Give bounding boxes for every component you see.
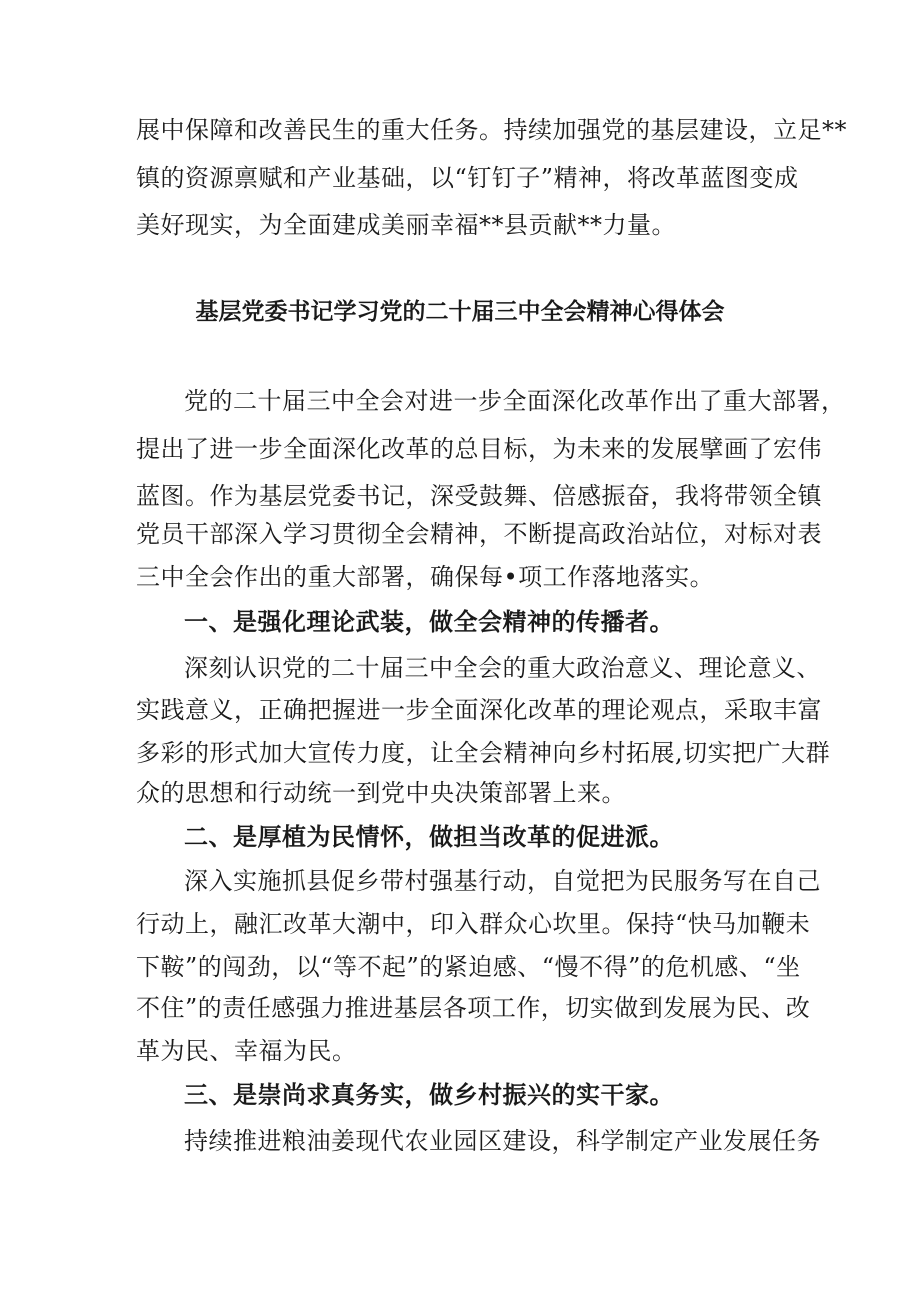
section-body-line: 持续推进粮油姜现代农业园区建设，科学制定产业发展任务 [184, 1127, 821, 1155]
section-body-line: 实践意义，正确把握进一步全面深化改革的理论观点，采取丰富 [136, 696, 822, 724]
intro-line: 党员干部深入学习贯彻全会精神，不断提高政治站位，对标对表 [136, 520, 822, 548]
continuation-line: 镇的资源禀赋和产业基础，以“钉钉子”精神，将改革蓝图变成 [136, 164, 799, 192]
article-title: 基层党委书记学习党的二十届三中全会精神心得体会 [195, 298, 725, 325]
section-body-line: 不住”的责任感强力推进基层各项工作，切实做到发展为民、改 [136, 994, 811, 1022]
section-body-line: 下鞍”的闯劲，以“等不起”的紧迫感、“慢不得”的危机感、“坐 [136, 953, 801, 981]
intro-line: 三中全会作出的重大部署，确保每•项工作落地落实。 [136, 563, 715, 591]
section-body-line: 深刻认识党的二十届三中全会的重大政治意义、理论意义、 [184, 654, 821, 682]
section-body-line: 革为民、幸福为民。 [136, 1037, 357, 1065]
continuation-line: 展中保障和改善民生的重大任务。持续加强党的基层建设，立足** [136, 116, 847, 144]
section-body-line: 深入实施抓县促乡带村强基行动，自觉把为民服务写在自己 [184, 867, 821, 895]
section-body-line: 多彩的形式加大宣传力度，让全会精神向乡村拓展,切实把广大群 [136, 739, 831, 767]
intro-line: 蓝图。作为基层党委书记，深受鼓舞、倍感振奋，我将带领全镇 [136, 482, 822, 510]
continuation-line: 美好现实，为全面建成美丽幸福**县贡献**力量。 [136, 211, 676, 239]
section-heading: 三、是崇尚求真务实，做乡村振兴的实干家。 [184, 1080, 674, 1109]
section-heading: 二、是厚植为民情怀，做担当改革的促进派。 [184, 822, 674, 851]
intro-line: 党的二十届三中全会对进一步全面深化改革作出了重大部署， [184, 387, 846, 415]
section-heading: 一、是强化理论武装，做全会精神的传播者。 [184, 607, 674, 636]
intro-line: 提出了进一步全面深化改革的总目标，为未来的发展擘画了宏伟 [136, 435, 822, 463]
section-body-line: 行动上，融汇改革大潮中，印入群众心坎里。保持“快马加鞭未 [136, 910, 811, 938]
section-body-line: 众的思想和行动统一到党中央决策部署上来。 [136, 779, 626, 807]
